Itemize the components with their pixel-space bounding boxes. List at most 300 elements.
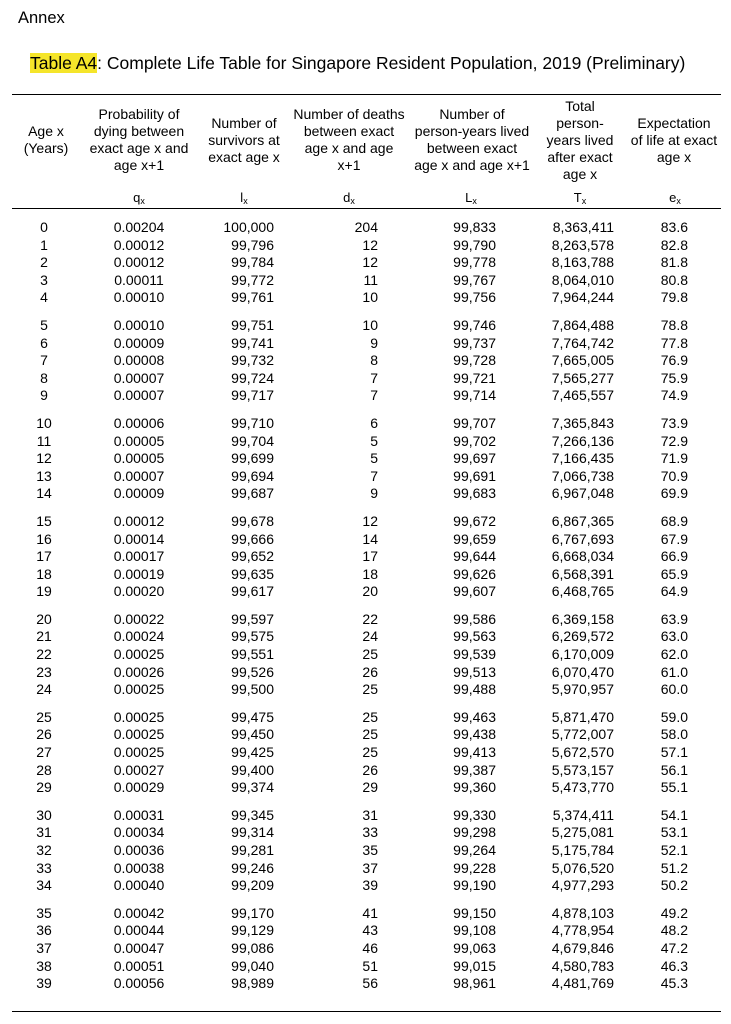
cell-dx: 10 [362,316,378,333]
table-row [0,219,731,237]
header-qx: Probability of dying between exact age x and age x+1 [89,106,189,173]
cell-qx: 0.00025 [113,646,165,663]
bottom-rule [12,1011,721,1012]
cell-age: 39 [36,975,52,992]
cell-age: 21 [36,628,52,645]
cell-qx: 0.00025 [113,726,165,743]
cell-dx: 11 [363,271,378,288]
table-row [0,779,731,797]
cell-lx: 99,246 [231,859,274,876]
cell-Lx: 99,463 [453,708,496,725]
cell-age: 32 [36,842,52,858]
table-row [0,433,731,451]
table-row [0,370,731,388]
cell-Tx: 8,163,788 [551,254,614,271]
cell-lx: 99,717 [231,387,274,404]
cell-ex: 49.2 [660,904,688,921]
cell-Tx: 5,970,957 [551,681,614,698]
table-row [0,877,731,895]
cell-Tx: 8,363,411 [552,219,614,235]
cell-lx: 99,724 [231,369,274,386]
cell-Tx: 6,867,365 [551,512,614,529]
cell-ex: 64.9 [660,583,688,600]
cell-qx: 0.00047 [113,939,165,956]
cell-dx: 22 [362,610,378,627]
cell-age: 7 [40,352,48,369]
cell-Lx: 99,746 [453,316,496,333]
cell-dx: 5 [370,450,378,467]
cell-dx: 46 [362,939,378,956]
cell-qx: 0.00017 [113,548,165,565]
cell-qx: 0.00204 [113,219,165,235]
symbol-Tx: $T_x$ [573,190,587,206]
cell-dx: 43 [362,922,378,939]
cell-Tx: 5,374,411 [552,806,614,823]
cell-age: 29 [36,779,52,796]
cell-dx: 18 [362,565,378,582]
cell-Tx: 6,568,391 [551,565,614,582]
cell-dx: 25 [362,646,378,663]
table-row [0,807,731,825]
symbol-qx: $q_x$ [133,190,145,206]
cell-Tx: 7,465,557 [551,387,614,404]
table-row [0,485,731,503]
cell-dx: 37 [362,859,378,876]
cell-Lx: 99,563 [453,628,496,645]
cell-Tx: 7,764,742 [551,334,614,351]
table-row [0,468,731,486]
cell-age: 9 [40,387,48,404]
cell-age: 34 [36,877,52,894]
cell-qx: 0.00027 [113,761,165,778]
cell-Lx: 99,644 [453,548,496,565]
cell-ex: 72.9 [660,432,688,449]
cell-lx: 98,989 [231,975,274,992]
table-row [0,566,731,584]
cell-lx: 99,710 [231,414,274,431]
cell-Lx: 99,728 [453,352,496,369]
symbol-Lx: $L_x$ [465,190,477,206]
symbol-lx: $l_x$ [240,190,248,206]
table-row [0,744,731,762]
cell-Lx: 99,721 [453,369,496,386]
cell-lx: 99,040 [231,957,274,974]
cell-dx: 12 [362,254,378,271]
table-row [0,611,731,629]
cell-ex: 76.9 [660,352,688,369]
cell-Tx: 5,871,470 [551,708,614,725]
cell-Tx: 7,565,277 [551,369,614,386]
table-row [0,352,731,370]
cell-age: 15 [36,512,52,529]
cell-age: 31 [36,824,52,841]
cell-ex: 74.9 [660,387,688,404]
table-row [0,450,731,468]
cell-Tx: 4,481,769 [551,975,614,992]
cell-age: 8 [40,369,48,386]
cell-Tx: 7,066,738 [551,467,614,484]
cell-age: 38 [36,957,52,974]
cell-dx: 29 [362,779,378,796]
cell-age: 22 [36,646,52,663]
cell-dx: 5 [370,432,378,449]
cell-age: 0 [40,219,48,235]
cell-Tx: 5,076,520 [551,859,614,876]
cell-lx: 99,597 [231,610,274,627]
cell-Lx: 99,767 [453,271,496,288]
cell-Tx: 8,064,010 [551,271,614,288]
header-age: Age x (Years) [23,123,69,156]
cell-lx: 99,652 [231,548,274,565]
cell-ex: 70.9 [660,467,688,484]
cell-lx: 99,666 [231,530,274,547]
cell-Tx: 6,170,009 [551,646,614,663]
cell-age: 23 [36,663,52,680]
cell-lx: 99,425 [231,744,274,761]
cell-ex: 46.3 [660,957,688,974]
cell-ex: 48.2 [660,922,688,939]
table-row [0,664,731,682]
cell-Tx: 5,275,081 [551,824,614,841]
cell-Lx: 99,330 [453,806,496,823]
symbol-dx: $d_x$ [343,190,355,206]
cell-lx: 99,475 [231,708,274,725]
table-row [0,646,731,664]
cell-dx: 31 [362,806,378,823]
cell-qx: 0.00007 [113,467,165,484]
cell-Tx: 5,175,784 [551,842,614,858]
cell-Lx: 99,714 [453,387,496,404]
cell-qx: 0.00031 [113,806,165,823]
cell-qx: 0.00010 [113,316,165,333]
cell-dx: 20 [362,583,378,600]
cell-age: 14 [36,485,52,502]
cell-dx: 6 [370,414,378,431]
cell-ex: 63.0 [660,628,688,645]
cell-Lx: 99,697 [453,450,496,467]
cell-dx: 14 [362,530,378,547]
cell-Lx: 99,228 [453,859,496,876]
cell-Lx: 99,413 [453,744,496,761]
cell-ex: 62.0 [660,646,688,663]
cell-dx: 7 [370,467,378,484]
cell-ex: 56.1 [660,761,688,778]
cell-Tx: 4,679,846 [551,939,614,956]
annex-label: Annex [18,9,65,27]
cell-ex: 68.9 [660,512,688,529]
cell-qx: 0.00022 [113,610,165,627]
cell-Lx: 99,672 [453,512,496,529]
symbol-ex: $e_x$ [669,190,681,206]
cell-Lx: 99,607 [453,583,496,600]
cell-age: 13 [36,467,52,484]
cell-dx: 26 [362,761,378,778]
table-row [0,958,731,976]
table-title [30,53,685,74]
cell-age: 6 [40,334,48,351]
cell-Lx: 99,626 [453,565,496,582]
row-group [0,611,731,699]
cell-age: 18 [36,565,52,582]
header-ex: Expectation of life at exact age x [630,114,718,165]
table-row [0,940,731,958]
cell-age: 36 [36,922,52,939]
cell-age: 16 [36,530,52,547]
cell-ex: 65.9 [660,565,688,582]
cell-Tx: 4,977,293 [551,877,614,894]
cell-qx: 0.00042 [113,904,165,921]
cell-Tx: 4,580,783 [551,957,614,974]
cell-qx: 0.00026 [113,663,165,680]
cell-age: 11 [36,432,52,449]
cell-qx: 0.00019 [113,565,165,582]
cell-lx: 99,450 [231,726,274,743]
table-label: Table A4 [30,53,98,73]
cell-Lx: 99,702 [453,432,496,449]
cell-Lx: 99,513 [453,663,496,680]
cell-Tx: 7,665,005 [551,352,614,369]
cell-qx: 0.00051 [113,957,165,974]
cell-age: 30 [36,806,52,823]
cell-lx: 99,796 [231,236,274,253]
cell-Lx: 99,387 [453,761,496,778]
cell-qx: 0.00056 [113,975,165,992]
cell-dx: 9 [370,485,378,502]
cell-lx: 99,345 [231,806,274,823]
row-group [0,807,731,895]
table-row [0,317,731,335]
cell-Tx: 6,468,765 [551,583,614,600]
cell-Tx: 6,070,470 [551,663,614,680]
cell-lx: 99,374 [231,779,274,796]
cell-qx: 0.00007 [113,369,165,386]
header-Tx: Total person-years lived after exact age x [546,97,614,182]
cell-age: 20 [36,610,52,627]
cell-qx: 0.00014 [113,530,165,547]
table-row [0,548,731,566]
cell-dx: 25 [362,681,378,698]
cell-Tx: 4,778,954 [551,922,614,939]
cell-age: 19 [36,583,52,600]
cell-age: 25 [36,708,52,725]
cell-lx: 99,741 [231,334,274,351]
cell-lx: 99,687 [231,485,274,502]
cell-Tx: 7,864,488 [551,316,614,333]
cell-Lx: 99,691 [453,467,496,484]
cell-dx: 17 [362,548,378,565]
table-row [0,415,731,433]
cell-dx: 9 [370,334,378,351]
cell-qx: 0.00044 [113,922,165,939]
cell-dx: 25 [362,726,378,743]
cell-qx: 0.00011 [114,271,164,288]
cell-age: 3 [40,271,48,288]
cell-lx: 99,694 [231,467,274,484]
cell-ex: 60.0 [660,681,688,698]
table-row [0,531,731,549]
cell-lx: 99,751 [231,316,274,333]
row-group [0,219,731,307]
table-row [0,254,731,272]
cell-dx: 8 [370,352,378,369]
cell-ex: 69.9 [660,485,688,502]
cell-ex: 79.8 [660,289,688,306]
cell-Tx: 8,263,578 [551,236,614,253]
cell-qx: 0.00020 [113,583,165,600]
cell-dx: 12 [362,236,378,253]
cell-Lx: 99,737 [453,334,496,351]
cell-qx: 0.00025 [113,708,165,725]
cell-Lx: 99,659 [453,530,496,547]
cell-age: 4 [40,289,48,306]
cell-lx: 99,400 [231,761,274,778]
cell-Lx: 99,264 [453,842,496,858]
cell-dx: 25 [362,708,378,725]
cell-Tx: 6,668,034 [551,548,614,565]
table-row [0,583,731,601]
cell-lx: 100,000 [223,219,274,235]
cell-lx: 99,704 [231,432,274,449]
table-row [0,237,731,255]
cell-qx: 0.00012 [113,236,165,253]
cell-qx: 0.00006 [113,414,165,431]
cell-ex: 77.8 [660,334,688,351]
cell-Lx: 99,063 [453,939,496,956]
cell-ex: 57.1 [660,744,688,761]
cell-dx: 26 [362,663,378,680]
table-row [0,726,731,744]
cell-ex: 81.8 [660,254,688,271]
cell-ex: 75.9 [660,369,688,386]
cell-ex: 47.2 [660,939,688,956]
table-body [0,219,731,1003]
cell-ex: 59.0 [660,708,688,725]
row-group [0,415,731,503]
cell-lx: 99,617 [231,583,274,600]
cell-ex: 50.2 [660,877,688,894]
table-title-text: : Complete Life Table for Singapore Resident Population, 2019 (Preliminary) [97,53,686,73]
cell-dx: 12 [362,512,378,529]
header-dx: Number of deaths between exact age x and age x+1 [293,106,405,173]
cell-ex: 73.9 [660,414,688,431]
table-row [0,842,731,860]
cell-Tx: 6,369,158 [551,610,614,627]
cell-Lx: 99,108 [453,922,496,939]
cell-ex: 67.9 [660,530,688,547]
cell-age: 35 [36,904,52,921]
table-row [0,335,731,353]
cell-qx: 0.00029 [113,779,165,796]
table-row [0,860,731,878]
cell-ex: 83.6 [660,219,688,235]
cell-qx: 0.00036 [113,842,165,858]
cell-ex: 63.9 [660,610,688,627]
cell-age: 5 [40,316,48,333]
cell-ex: 58.0 [660,726,688,743]
cell-Tx: 6,767,693 [551,530,614,547]
cell-age: 27 [36,744,52,761]
cell-Lx: 99,778 [453,254,496,271]
table-row [0,272,731,290]
cell-qx: 0.00009 [113,334,165,351]
cell-ex: 78.8 [660,316,688,333]
cell-Tx: 7,166,435 [551,450,614,467]
cell-lx: 99,699 [231,450,274,467]
cell-Lx: 99,488 [453,681,496,698]
cell-dx: 33 [362,824,378,841]
cell-Lx: 99,790 [453,236,496,253]
cell-qx: 0.00012 [113,512,165,529]
row-group [0,905,731,993]
table-row [0,513,731,531]
cell-Lx: 99,707 [453,414,496,431]
cell-ex: 66.9 [660,548,688,565]
cell-lx: 99,784 [231,254,274,271]
table-row [0,905,731,923]
cell-ex: 82.8 [660,236,688,253]
cell-Lx: 99,298 [453,824,496,841]
cell-Tx: 5,672,570 [551,744,614,761]
cell-ex: 52.1 [660,842,688,858]
cell-Tx: 6,967,048 [551,485,614,502]
table-row [0,922,731,940]
cell-dx: 7 [370,387,378,404]
cell-lx: 99,281 [231,842,274,858]
cell-Lx: 99,833 [453,219,496,235]
table-row [0,709,731,727]
cell-Tx: 6,269,572 [551,628,614,645]
cell-lx: 99,635 [231,565,274,582]
cell-qx: 0.00038 [113,859,165,876]
cell-qx: 0.00040 [113,877,165,894]
cell-lx: 99,761 [231,289,274,306]
cell-Lx: 99,360 [453,779,496,796]
cell-age: 37 [36,939,52,956]
cell-qx: 0.00008 [113,352,165,369]
table-row [0,387,731,405]
cell-dx: 25 [362,744,378,761]
cell-Lx: 99,150 [453,904,496,921]
cell-age: 33 [36,859,52,876]
cell-lx: 99,086 [231,939,274,956]
cell-ex: 45.3 [660,975,688,992]
cell-dx: 24 [362,628,378,645]
cell-age: 10 [36,414,52,431]
table-row [0,628,731,646]
table-row [0,681,731,699]
cell-ex: 71.9 [660,450,688,467]
cell-dx: 39 [362,877,378,894]
cell-age: 28 [36,761,52,778]
cell-lx: 99,314 [231,824,274,841]
cell-qx: 0.00024 [113,628,165,645]
cell-ex: 53.1 [660,824,688,841]
row-group [0,513,731,601]
cell-lx: 99,526 [231,663,274,680]
cell-Lx: 98,961 [453,975,496,992]
row-group [0,709,731,797]
cell-dx: 10 [362,289,378,306]
cell-dx: 56 [362,975,378,992]
cell-Lx: 99,539 [453,646,496,663]
cell-age: 1 [40,236,48,253]
cell-Lx: 99,586 [453,610,496,627]
header-lx: Number of survivors at exact age x [208,114,280,165]
cell-dx: 7 [370,369,378,386]
cell-Lx: 99,190 [453,877,496,894]
cell-qx: 0.00034 [113,824,165,841]
header-rule [12,208,721,209]
